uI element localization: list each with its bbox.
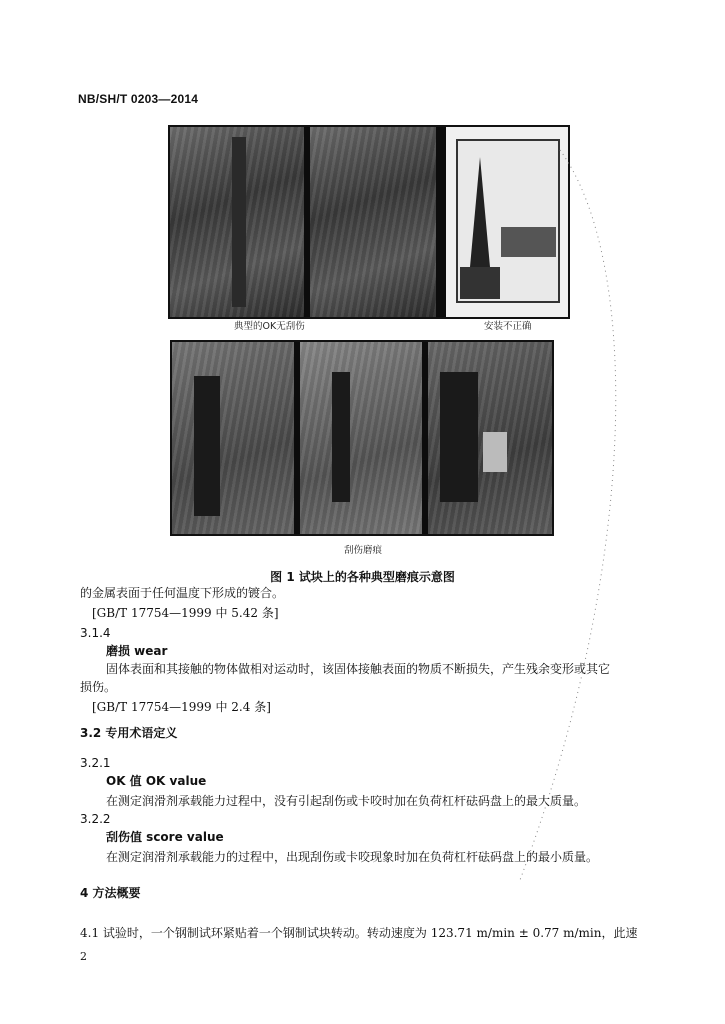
definition-score-value: 在测定润滑剂承载能力的过程中，出现刮伤或卡咬现象时加在负荷杠杆砝码盘上的最小质量。 [106,850,599,864]
figure-title: 图 1 试块上的各种典型磨痕示意图 [270,570,455,584]
section-4-1-text: 4.1 试验时，一个钢制试环紧贴着一个钢制试块转动。转动速度为 123.71 m/min ± 0.77 m/min，此速 [80,926,638,940]
term-ok-value: OK 值 OK value [106,774,207,788]
term-score-value: 刮伤值 score value [106,830,224,844]
caption-score-marks: 刮伤磨痕 [344,545,383,556]
reference-2: [GB/T 17754—1999 中 2.4 条] [92,700,271,714]
caption-typical-ok: 典型的OK无刮伤 [234,321,305,332]
section-3-2-heading: 3.2 专用术语定义 [80,726,178,740]
body-line-continuation: 的金属表面于任何温度下形成的镀合。 [80,586,285,600]
standard-code-header: NB/SH/T 0203—2014 [78,92,199,106]
definition-ok-value: 在测定润滑剂承载能力过程中，没有引起刮伤或卡咬时加在负荷杠杆砝码盘上的最大质量。 [106,794,587,808]
section-4-heading: 4 方法概要 [80,886,141,900]
section-3-2-1: 3.2.1 [80,756,111,770]
definition-wear-line2: 损伤。 [80,680,117,694]
caption-misaligned: 安装不正确 [484,321,532,332]
term-wear: 磨损 wear [106,644,168,658]
reference-1: [GB/T 17754—1999 中 5.42 条] [92,606,279,620]
section-3-2-2: 3.2.2 [80,812,111,826]
definition-wear-line1: 固体表面和其接触的物体做相对运动时，该固体接触表面的物质不断损失，产生残余变形或其它 [106,662,611,676]
page-number: 2 [80,950,87,963]
section-3-1-4: 3.1.4 [80,626,111,640]
